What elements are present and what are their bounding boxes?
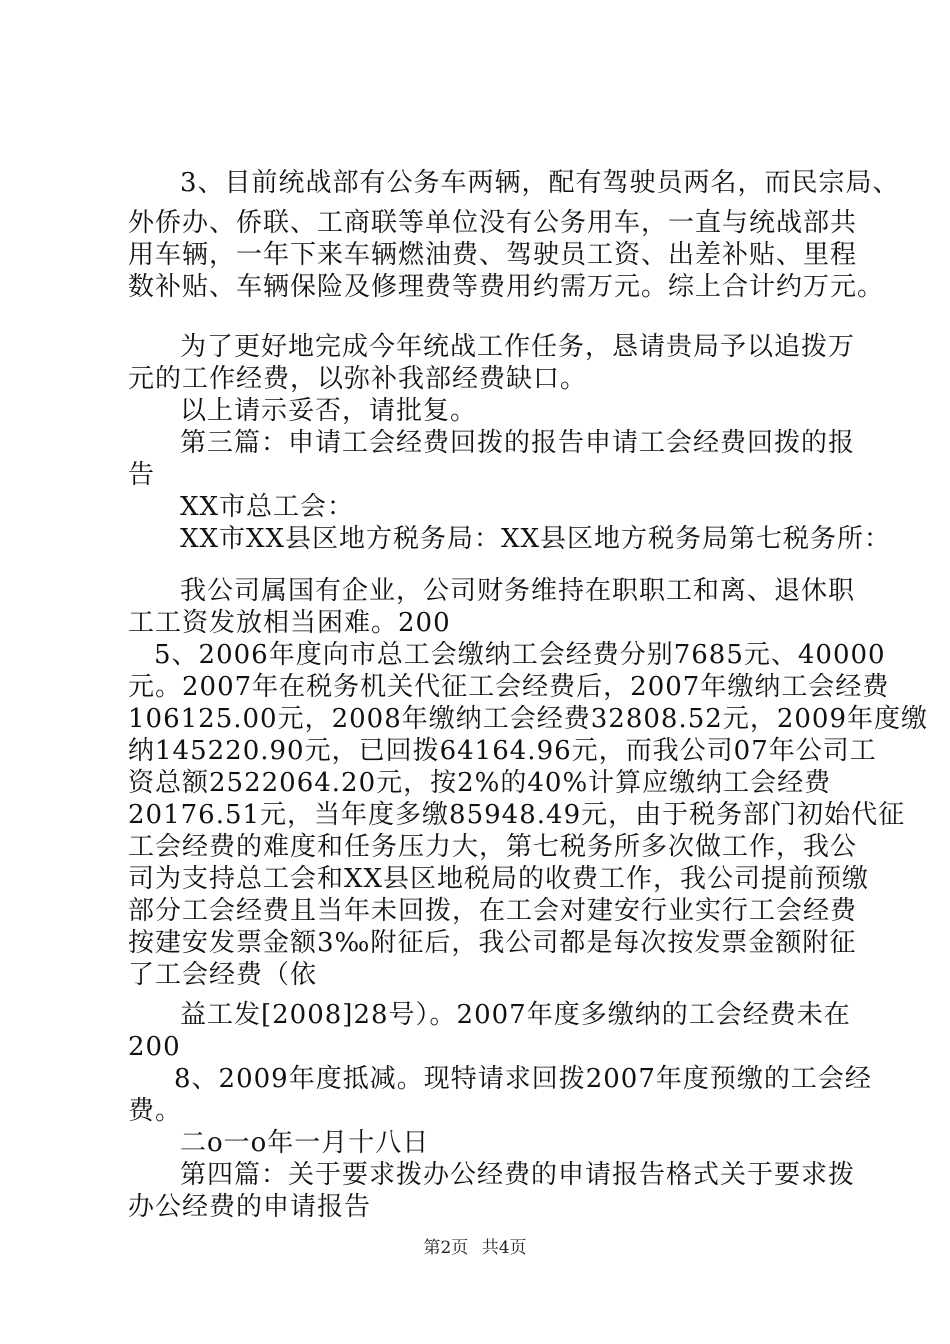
text-line: 元的工作经费，以弥补我部经费缺口。 [128,364,588,394]
text-line: XX市XX县区地方税务局：XX县区地方税务局第七税务所： [180,524,892,554]
page-number: 第2页 [423,1238,469,1258]
text-line: 元。2007年在税务机关代征工会经费后，2007年缴纳工会经费 [128,672,890,702]
text-line: 工工资发放相当困难。200 [128,608,451,638]
text-line: 为了更好地完成今年统战工作任务，恳请贵局予以追拨万 [180,332,856,362]
text-line: 200 [128,1032,181,1062]
text-line: 外侨办、侨联、工商联等单位没有公务用车，一直与统战部共 [128,208,858,238]
text-line: 纳145220.90元，已回拨64164.96元，而我公司07年公司工 [128,736,877,766]
text-line: 我公司属国有企业，公司财务维持在职职工和离、退休职 [180,576,856,606]
section-heading: 告 [128,460,156,490]
text-line: 以上请示妥否，请批复。 [180,396,478,426]
text-line: 工会经费的难度和任务压力大，第七税务所多次做工作，我公 [128,832,858,862]
text-line: 数补贴、车辆保险及修理费等费用约需万元。综上合计约万元。 [128,272,885,302]
text-line: 部分工会经费且当年未回拨，在工会对建安行业实行工会经费 [128,896,858,926]
text-line: XX市总工会： [180,492,355,522]
text-line: 8、2009年度抵减。现特请求回拨2007年度预缴的工会经 [174,1064,872,1094]
text-line: 5、2006年度向市总工会缴纳工会经费分别7685元、40000 [154,640,886,670]
page-footer [0,1236,950,1260]
text-line: 资总额2522064.20元，按2%的40%计算应缴纳工会经费 [128,768,832,798]
text-line: 费。 [128,1096,183,1126]
section-heading: 办公经费的申请报告 [128,1192,372,1222]
text-line: 106125.00元，2008年缴纳工会经费32808.52元，2009年度缴 [128,704,928,734]
section-heading: 第四篇：关于要求拨办公经费的申请报告格式关于要求拨 [180,1160,856,1190]
text-line: 司为支持总工会和XX县区地税局的收费工作，我公司提前预缴 [128,864,870,894]
date-line: 二o一o年一月十八日 [180,1128,430,1158]
text-line: 20176.51元，当年度多缴85948.49元，由于税务部门初始代征 [128,800,906,830]
text-line: 按建安发票金额3‰附征后，我公司都是每次按发票金额附征 [128,928,857,958]
text-line: 用车辆，一年下来车辆燃油费、驾驶员工资、出差补贴、里程 [128,240,858,270]
section-heading: 第三篇：申请工会经费回拨的报告申请工会经费回拨的报 [180,428,856,458]
text-line: 3、目前统战部有公务车两辆，配有驾驶员两名，而民宗局、 [180,168,900,198]
page-total: 共4页 [481,1238,527,1258]
text-line: 了工会经费（依 [128,960,318,990]
text-line: 益工发[2008]28号）。2007年度多缴纳的工会经费未在 [180,1000,851,1030]
